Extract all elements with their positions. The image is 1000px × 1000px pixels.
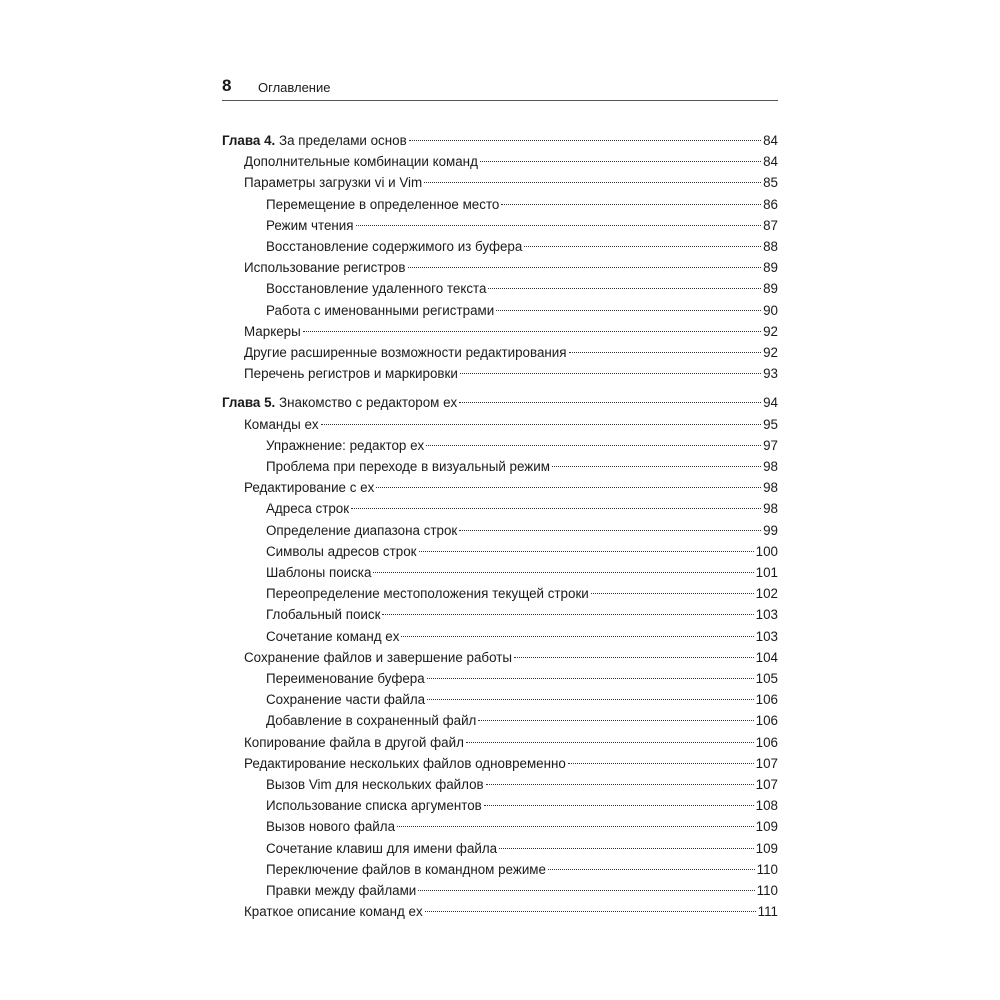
dot-leader xyxy=(351,508,761,509)
dot-leader xyxy=(552,466,761,467)
toc-entry xyxy=(244,257,778,278)
toc-entry xyxy=(266,562,778,583)
toc-entry xyxy=(266,668,778,689)
dot-leader xyxy=(480,161,761,162)
toc-entry-title xyxy=(266,194,499,215)
dot-leader xyxy=(303,331,761,332)
entry-title-text: Определение диапазона строк xyxy=(266,522,458,538)
toc-entry-title xyxy=(266,880,416,901)
toc-page-number: 84 xyxy=(763,154,778,170)
toc-entry-title xyxy=(266,838,497,859)
entry-title-text: Восстановление содержимого из буфера xyxy=(266,239,523,254)
toc-entry-title xyxy=(244,151,478,172)
dot-leader xyxy=(427,678,754,679)
toc-entry-title xyxy=(266,236,522,257)
dot-leader xyxy=(373,572,753,573)
toc-page-number: 103 xyxy=(755,628,778,644)
entry-title-text: Редактирование с ex xyxy=(244,480,375,496)
toc-page-number: 106 xyxy=(755,734,778,750)
entry-title-text: Краткое описание команд ex xyxy=(244,904,423,920)
toc-page-number: 93 xyxy=(763,366,778,382)
entry-title-text: Шаблоны поиска xyxy=(266,565,372,580)
toc-entry xyxy=(266,838,778,859)
toc-entry xyxy=(266,604,778,625)
entry-title-text: Перечень регистров и маркировки xyxy=(244,366,458,382)
toc-entry-title xyxy=(266,626,399,647)
toc-entry xyxy=(266,215,778,236)
toc-entry xyxy=(244,342,778,363)
dot-leader xyxy=(356,225,762,226)
toc-entry xyxy=(266,583,778,604)
dot-leader xyxy=(496,310,761,311)
toc-entry xyxy=(244,901,778,922)
toc-page-number: 98 xyxy=(763,501,778,517)
toc-entry xyxy=(266,456,778,477)
toc-page-number: 109 xyxy=(755,819,778,835)
page-header xyxy=(222,74,778,101)
toc-entry-title xyxy=(266,583,589,604)
toc-entry-title xyxy=(266,456,550,477)
toc-entry-title xyxy=(244,257,406,278)
dot-leader xyxy=(459,530,761,531)
toc-entry xyxy=(266,859,778,880)
dot-leader xyxy=(408,267,762,268)
toc-chapter-entry xyxy=(222,392,778,413)
dot-leader xyxy=(466,742,754,743)
toc-entry xyxy=(266,626,778,647)
entry-title-text: Работа с именованными регистрами xyxy=(266,302,495,318)
entry-title-text: Дополнительные комбинации команд xyxy=(244,154,478,170)
toc-entry-title xyxy=(222,392,457,413)
entry-title-text: Перемещение в определенное место xyxy=(266,196,500,212)
toc-entry xyxy=(266,880,778,901)
entry-title-text: Вызов нового файла xyxy=(266,819,396,835)
toc-page-number: 88 xyxy=(763,239,778,254)
toc-page-number: 110 xyxy=(756,861,778,877)
entry-title-text: Вызов Vim для нескольких файлов xyxy=(266,777,484,792)
entry-title-text: Сохранение файлов и завершение работы xyxy=(244,649,512,665)
toc-entry xyxy=(266,816,778,837)
toc-entry-title xyxy=(266,604,380,625)
entry-title-text: Переопределение местоположения текущей строки xyxy=(266,586,589,602)
toc-entry-title xyxy=(266,859,546,880)
dot-leader xyxy=(419,551,754,552)
entry-title-text: Сочетание клавиш для имени файла xyxy=(266,840,498,856)
toc-entry-title xyxy=(266,816,395,837)
toc-entry xyxy=(244,321,778,342)
toc-page-number: 99 xyxy=(763,522,778,538)
toc-page-number: 111 xyxy=(757,904,778,920)
toc-entry-title xyxy=(266,541,417,562)
toc-entry-title xyxy=(244,477,374,498)
entry-title-text: Переименование буфера xyxy=(266,671,425,686)
entry-title-text: Команды ex xyxy=(244,416,319,432)
toc-chapter-entry xyxy=(222,130,778,151)
dot-leader xyxy=(409,140,761,141)
entry-title-text: Переключение файлов в командном режиме xyxy=(266,861,546,877)
chapter-label: Глава 4. xyxy=(222,133,276,148)
toc-entry xyxy=(244,477,778,498)
toc-page-number: 97 xyxy=(763,437,778,453)
toc-page-number: 106 xyxy=(755,692,778,708)
toc-page-number: 87 xyxy=(763,217,778,233)
dot-leader xyxy=(488,288,761,289)
toc-entry-title xyxy=(244,363,458,384)
toc-page-number: 108 xyxy=(755,798,778,814)
toc-entry xyxy=(266,541,778,562)
toc-entry-title xyxy=(244,342,567,363)
entry-title-text: Символы адресов строк xyxy=(266,543,417,559)
toc-entry-title xyxy=(244,172,422,193)
toc-page-number: 85 xyxy=(763,175,778,191)
toc-entry xyxy=(266,194,778,215)
entry-title-text: Восстановление удаленного текста xyxy=(266,281,487,297)
toc-entry-title xyxy=(266,435,424,456)
entry-title-text: Другие расширенные возможности редактирования xyxy=(244,345,567,360)
dot-leader xyxy=(591,593,754,594)
chapter-label: Глава 5. xyxy=(222,395,276,411)
toc-page-number: 110 xyxy=(756,883,778,898)
toc-page-number: 104 xyxy=(755,649,778,665)
entry-title-text: Копирование файла в другой файл xyxy=(244,734,464,750)
toc-page-number: 98 xyxy=(763,480,778,496)
toc-entry xyxy=(244,363,778,384)
entry-title-text: За пределами основ xyxy=(279,133,407,148)
toc-entry xyxy=(266,710,778,731)
dot-leader xyxy=(424,182,761,183)
page-number: 8 xyxy=(222,76,232,95)
toc-page-number: 90 xyxy=(763,302,778,318)
entry-title-text: Правки между файлами xyxy=(266,883,417,898)
entry-title-text: Использование списка аргументов xyxy=(266,798,482,814)
toc-page-number: 107 xyxy=(755,777,778,792)
dot-leader xyxy=(397,826,754,827)
toc-page-number: 92 xyxy=(763,323,778,339)
toc-page-number: 98 xyxy=(763,459,778,474)
toc-entry xyxy=(244,172,778,193)
entry-title-text: Параметры загрузки vi и Vim xyxy=(244,175,423,191)
toc-entry xyxy=(244,151,778,172)
toc-entry-title xyxy=(244,901,423,922)
toc-entry-title xyxy=(244,732,464,753)
toc-entry-title xyxy=(244,414,319,435)
dot-leader xyxy=(569,352,762,353)
toc-entry-title xyxy=(244,647,512,668)
toc-entry xyxy=(266,236,778,257)
dot-leader xyxy=(499,848,754,849)
toc-entry-title xyxy=(244,753,566,774)
toc-entry-title xyxy=(244,321,301,342)
toc-page-number: 109 xyxy=(755,840,778,856)
dot-leader xyxy=(514,657,754,658)
toc-entry xyxy=(266,435,778,456)
toc-entry xyxy=(266,774,778,795)
toc-page-number: 107 xyxy=(755,755,778,771)
toc-entry-title xyxy=(266,774,484,795)
entry-title-text: Редактирование нескольких файлов одновременно xyxy=(244,755,566,771)
entry-title-text: Добавление в сохраненный файл xyxy=(266,713,477,729)
toc-page-number: 101 xyxy=(755,565,778,580)
toc-page-number: 95 xyxy=(763,416,778,432)
toc-entry xyxy=(266,689,778,710)
toc-entry-title xyxy=(266,215,354,236)
entry-title-text: Маркеры xyxy=(244,323,301,339)
toc-entry-title xyxy=(266,710,476,731)
toc-entry xyxy=(244,647,778,668)
toc-entry-title xyxy=(266,562,371,583)
toc-page-number: 92 xyxy=(763,345,778,360)
dot-leader xyxy=(478,720,753,721)
dot-leader xyxy=(568,763,754,764)
dot-leader xyxy=(376,487,761,488)
toc-page-number: 106 xyxy=(755,713,778,729)
dot-leader xyxy=(501,204,761,205)
toc-page-number: 84 xyxy=(763,133,778,148)
entry-title-text: Сочетание команд ex xyxy=(266,628,400,644)
entry-title-text: Знакомство с редактором ex xyxy=(279,395,458,411)
dot-leader xyxy=(425,911,756,912)
dot-leader xyxy=(524,246,761,247)
toc-entry-title xyxy=(266,795,482,816)
toc-entry xyxy=(244,414,778,435)
dot-leader xyxy=(382,614,753,615)
toc-entry-title xyxy=(266,689,425,710)
toc-page-number: 102 xyxy=(755,586,778,602)
entry-title-text: Сохранение части файла xyxy=(266,692,426,708)
dot-leader xyxy=(418,890,754,891)
dot-leader xyxy=(460,373,761,374)
entry-title-text: Адреса строк xyxy=(266,501,350,517)
toc-entry-title xyxy=(266,668,425,689)
toc-page-number: 89 xyxy=(763,260,778,276)
toc-entry-title xyxy=(266,498,349,519)
toc-entry xyxy=(266,278,778,299)
toc-entry-title xyxy=(222,130,407,151)
toc-entry xyxy=(244,753,778,774)
toc-entry-title xyxy=(266,278,486,299)
dot-leader xyxy=(459,402,761,403)
dot-leader xyxy=(321,424,761,425)
toc-page-number: 100 xyxy=(755,543,778,559)
dot-leader xyxy=(484,805,754,806)
entry-title-text: Использование регистров xyxy=(244,260,406,276)
entry-title-text: Проблема при переходе в визуальный режим xyxy=(266,459,550,474)
toc-page-number: 103 xyxy=(755,607,778,623)
toc-page-number: 94 xyxy=(763,395,778,411)
toc-page-number: 105 xyxy=(755,671,778,686)
dot-leader xyxy=(427,699,754,700)
dot-leader xyxy=(401,636,753,637)
toc-entry xyxy=(266,300,778,321)
toc-entry-title xyxy=(266,300,494,321)
toc-entry xyxy=(266,498,778,519)
toc-page-number: 89 xyxy=(763,281,778,297)
dot-leader xyxy=(426,445,761,446)
entry-title-text: Упражнение: редактор ex xyxy=(266,437,425,453)
toc-entry xyxy=(266,520,778,541)
toc-entry xyxy=(244,732,778,753)
entry-title-text: Режим чтения xyxy=(266,217,354,233)
toc-entry xyxy=(266,795,778,816)
entry-title-text: Глобальный поиск xyxy=(266,607,381,623)
dot-leader xyxy=(548,869,755,870)
toc-page-number: 86 xyxy=(763,196,778,212)
running-title: Оглавление xyxy=(258,80,331,95)
dot-leader xyxy=(486,784,754,785)
toc-entry-title xyxy=(266,520,457,541)
